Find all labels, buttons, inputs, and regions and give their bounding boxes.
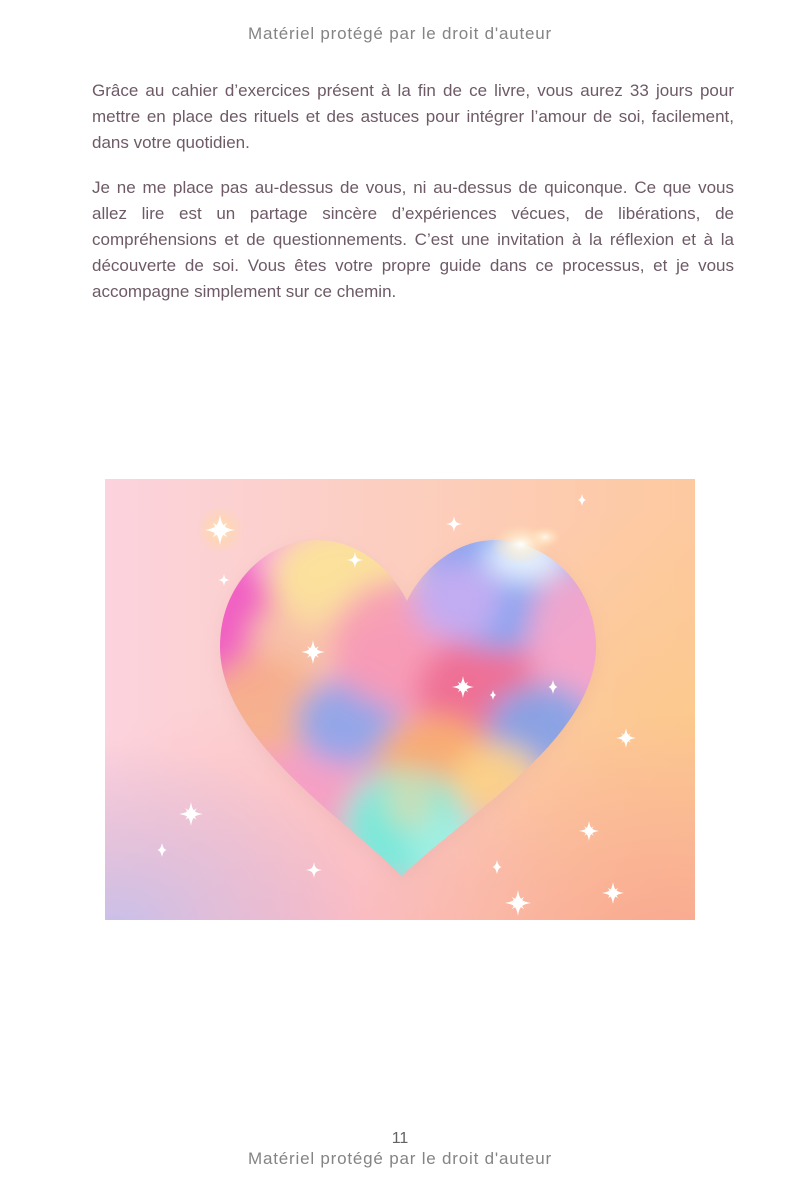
heart-illustration-svg	[105, 479, 695, 920]
copyright-notice-top: Matériel protégé par le droit d'auteur	[248, 24, 552, 43]
page-number: 11	[391, 1130, 409, 1147]
page-body-text	[92, 78, 734, 324]
paragraph-1: Grâce au cahier d’exercices présent à la fin de ce livre, vous aurez 33 jours pour mettre en place des rituels et des astuces pour intégrer l’amour de soi, facilement, dans votre quotidien.	[92, 81, 734, 152]
copyright-notice-bottom: Matériel protégé par le droit d'auteur	[248, 1149, 552, 1168]
heart-illustration	[105, 479, 695, 920]
paragraph-2: Je ne me place pas au-dessus de vous, ni au-dessus de quiconque. Ce que vous allez lire est un partage sincère d’expériences vécues, de libérations, de compréhensions et de questionnements. C’est une invitation à la réflexion et à la découverte de soi. Vous êtes votre propre guide dans ce processus, et je vous accompagne simplement sur ce chemin.	[92, 178, 734, 301]
